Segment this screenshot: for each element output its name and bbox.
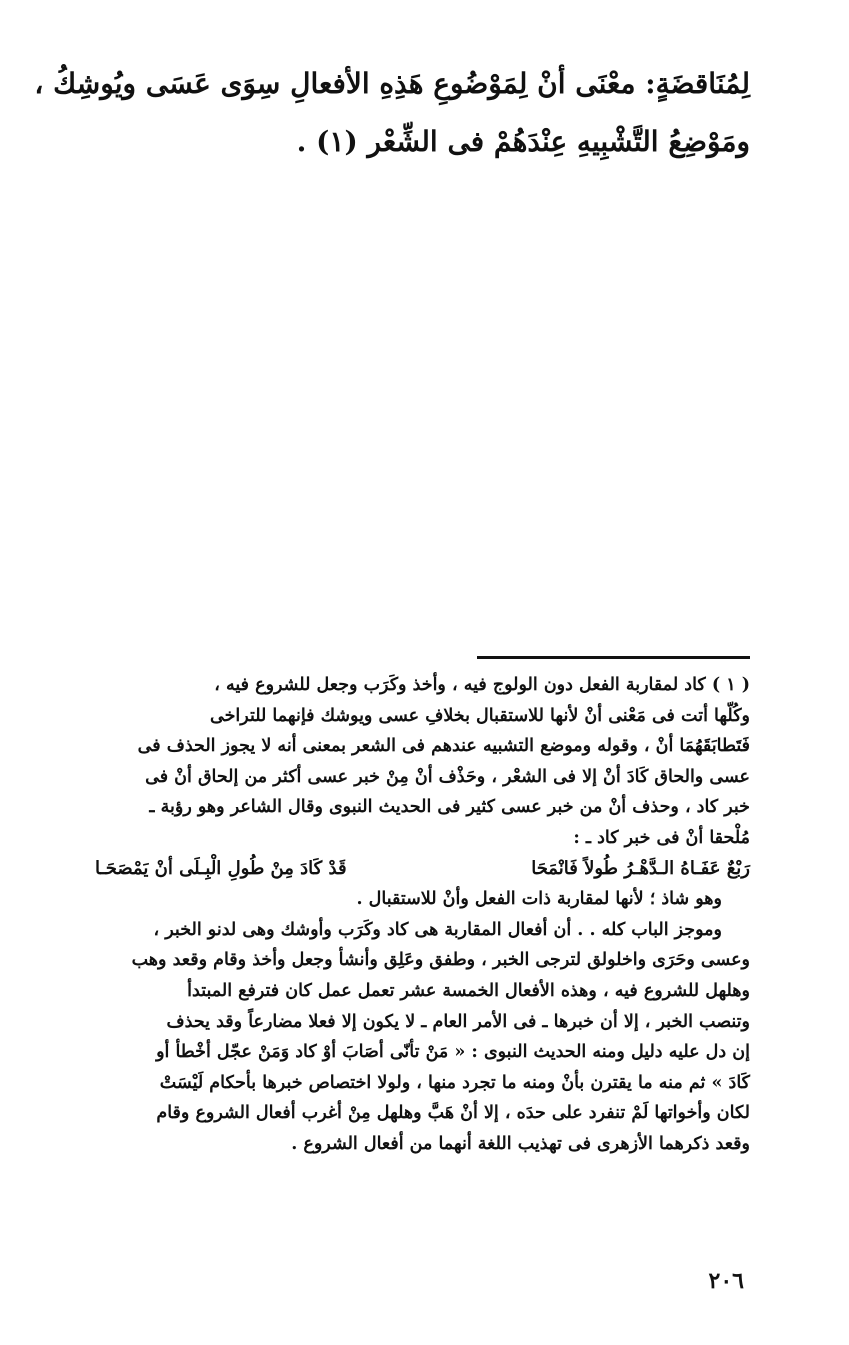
footnote-line: وتنصب الخبر ، إلا أن خبرها ـ فى الأمر العام ـ لا يكون إلا فعلا مضارعاً وقد يحذف (166, 1011, 750, 1032)
footnote-line: وقعد ذكرهما الأزهرى فى تهذيب اللغة أنهما من أفعال الشروع . (291, 1133, 750, 1154)
footnote-line: مُلْحقا أنْ فى خبر كاد ـ : (573, 827, 750, 848)
footnote-line: فَتَطابَقَهُمَا أنْ ، وقوله وموضع التشبيه عندهم فى الشعر بمعنى أنه لا يجوز الحذف فى (137, 736, 750, 757)
poem-second-hemistich: قَدْ كَادَ مِنْ طُولِ الْبِـلَى أنْ يَمْصَحَـا (95, 857, 347, 879)
footnote-line: وهلهل للشروع فيه ، وهذه الأفعال الخمسة عشر تعمل عمل كان فترفع المبتدأ (187, 980, 750, 1001)
poem-first-hemistich: رَبْعٌ عَفَـاهُ الـدَّهْـرُ طُولاً فَانْمَحَا (531, 857, 750, 879)
footnote-line: عسى والحاق كَادَ أنْ إلا فى الشعْر ، وحَذْف أنْ مِنْ خبر عسى أكثر من إلحاق أنْ فى (145, 766, 750, 787)
footnote-line: وكُلّها أتت فى مَعْنى أنْ لأنها للاستقبال بخلافِ عسى ويوشك فإنهما للتراخى (210, 705, 750, 726)
footnotes-block (95, 670, 750, 1160)
footnote-line: إن دل عليه دليل ومنه الحديث النبوى : « مَنْ تأنّى أصَابَ أوْ كاد وَمَنْ عجّل أخْطأ أو (156, 1042, 750, 1063)
poem-verse (95, 854, 750, 885)
footnote-line: خبر كاد ، وحذف أنْ من خبر عسى كثير فى الحديث النبوى وقال الشاعر وهو رؤبة ـ (149, 797, 750, 818)
main-text-line: لِمُنَاقضَةٍ: معْنَى أنْ لِمَوْضُوعِ هَذِهِ الأفعالِ سِوَى عَسَى ويُوشِكُ ، (34, 67, 750, 100)
footnote-line: وموجز الباب كله . . أن أفعال المقاربة هى كاد وكَرَب وأوشك وهى لدنو الخبر ، (153, 919, 722, 940)
main-body-text (34, 55, 750, 171)
footnote-line: كَادَ » ثم منه ما يقترن بأنْ ومنه ما تجرد منها ، ولولا اختصاص خبرها بأحكام لَيْسَتْ (159, 1072, 750, 1093)
footnote-line: ( ١ ) كاد لمقاربة الفعل دون الولوج فيه ، وأخذ وكَرَب وجعل للشروع فيه ، (214, 675, 750, 695)
footnote-divider (477, 656, 750, 659)
footnote-line: وهو شاذ ؛ لأنها لمقاربة ذات الفعل وأنْ للاستقبال . (356, 889, 722, 910)
footnote-line: وعسى وحَرَى واخلولق لترجى الخبر ، وطفق وعَلِق وأنشأ وجعل وأخذ وقام وقعد وهب (131, 950, 750, 971)
main-text-line: ومَوْضِعُ التَّشْبِيهِ عِنْدَهُمْ فى الشِّعْر (١) . (296, 125, 750, 158)
footnote-line: لكان وأخواتها لَمْ تنفرد على حدَه ، إلا أنْ هَبَّ وهلهل مِنْ أغرب أفعال الشروع وقام (156, 1103, 750, 1124)
page-number: ٢٠٦ (708, 1268, 744, 1294)
